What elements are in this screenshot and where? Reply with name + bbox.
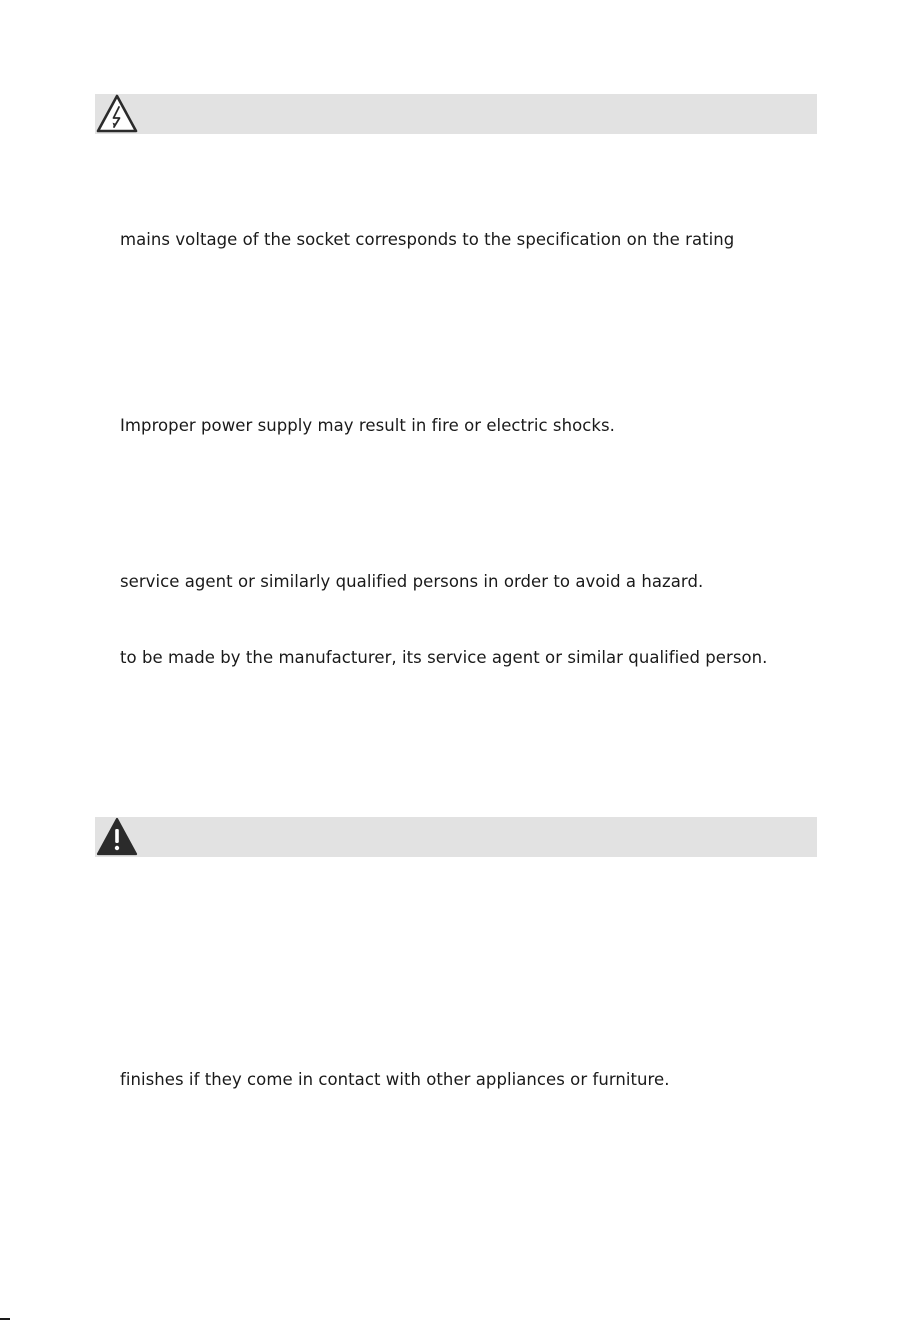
general-warning-banner <box>95 817 817 857</box>
electric-hazard-icon <box>95 93 139 135</box>
electrical-text-line: to be made by the manufacturer, its service agent or similar qualified person. <box>120 648 768 667</box>
electrical-text-line: service agent or similarly qualified persons in order to avoid a hazard. <box>120 572 704 591</box>
warning-exclamation-icon <box>95 816 139 858</box>
electrical-warning-banner <box>95 94 817 134</box>
electrical-text-line: mains voltage of the socket corresponds to the specification on the rating <box>120 230 735 249</box>
general-text-line: finishes if they come in contact with other appliances or furniture. <box>120 1070 670 1089</box>
page-corner-mark <box>0 1318 10 1320</box>
electrical-text-line: Improper power supply may result in fire or electric shocks. <box>120 416 615 435</box>
